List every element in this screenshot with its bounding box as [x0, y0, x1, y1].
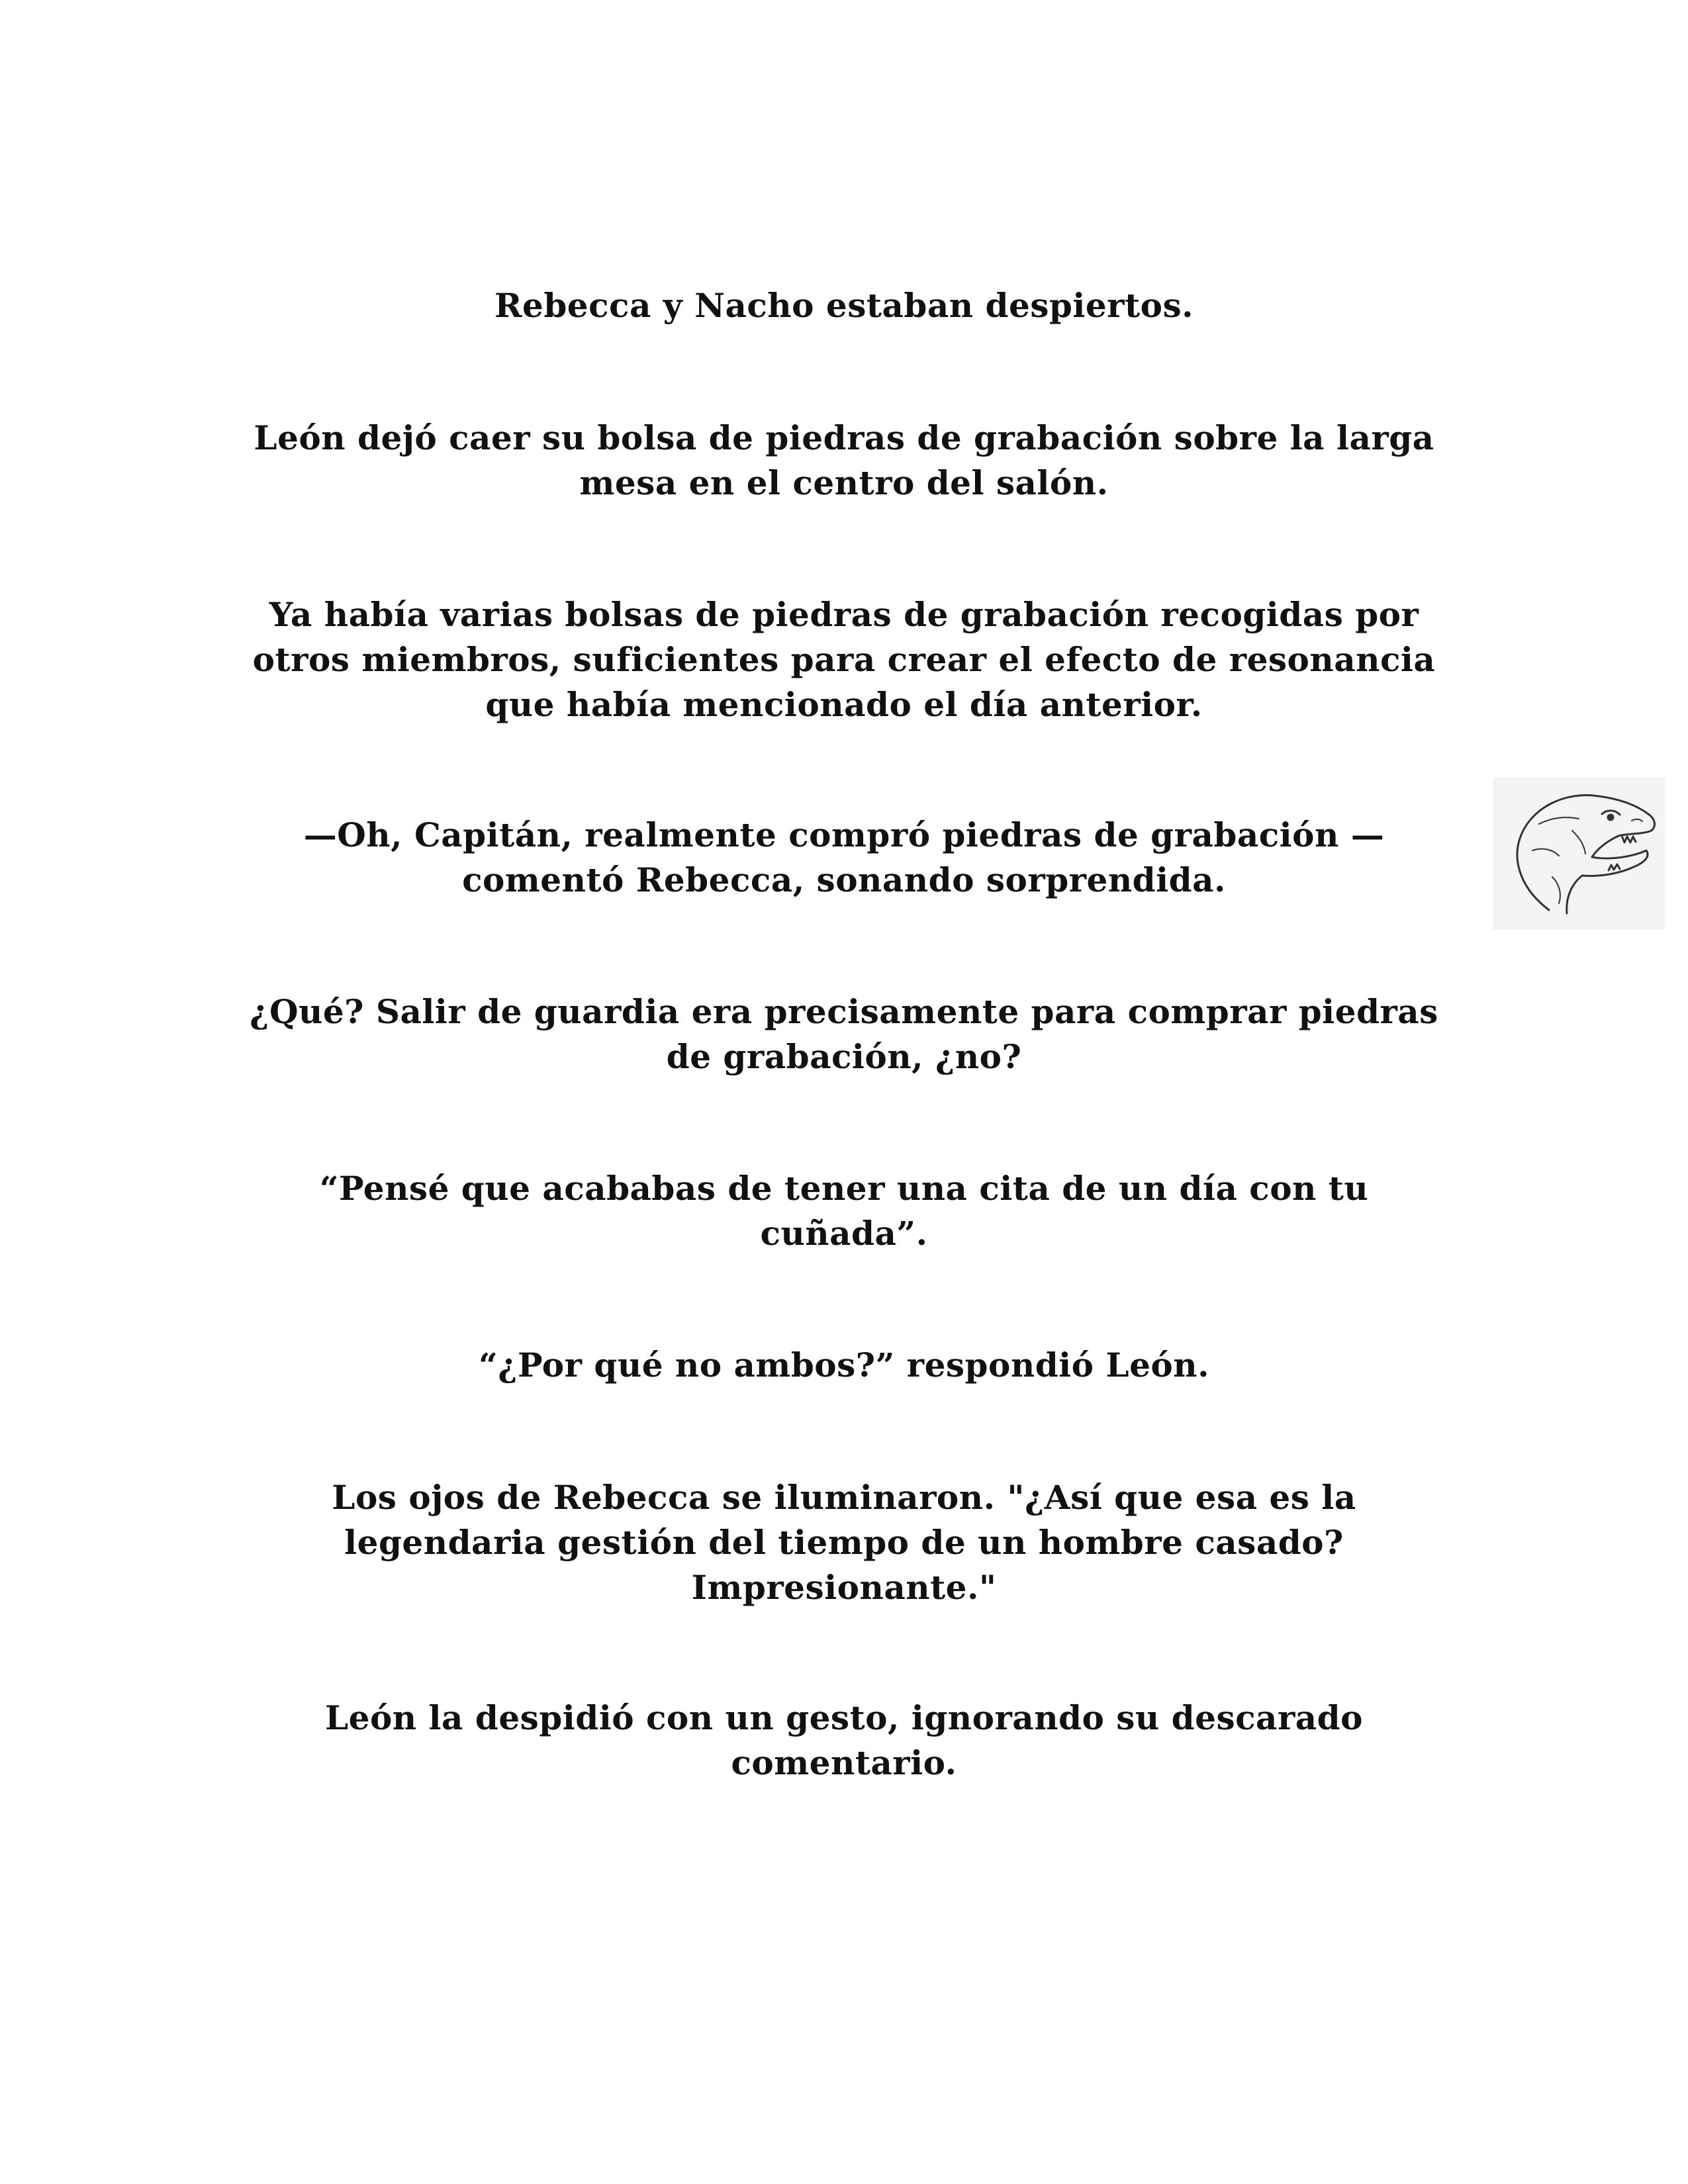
- paragraph-8: [225, 1475, 1463, 1610]
- paragraph-line: comentario.: [731, 1743, 957, 1782]
- paragraph-line: León dejó caer su bolsa de piedras de grabación sobre la larga: [254, 418, 1434, 457]
- paragraph-line: otros miembros, suficientes para crear el efecto de resonancia: [252, 640, 1436, 679]
- paragraph-line: Los ojos de Rebecca se iluminaron. "¿Así que esa es la: [332, 1478, 1356, 1517]
- paragraph-line: ¿Qué? Salir de guardia era precisamente para comprar piedras: [250, 992, 1438, 1031]
- paragraph-line: Ya había varias bolsas de piedras de grabación recogidas por: [269, 595, 1419, 634]
- paragraph-line: “Pensé que acababas de tener una cita de un día con tu: [319, 1169, 1369, 1208]
- paragraph-line: legendaria gestión del tiempo de un hombre casado?: [344, 1523, 1344, 1562]
- paragraph-line: León la despidió con un gesto, ignorando su descarado: [324, 1698, 1363, 1737]
- paragraph-line: Rebecca y Nacho estaban despiertos.: [494, 286, 1194, 325]
- paragraph-line: Impresionante.": [691, 1568, 997, 1607]
- paragraph-3: [225, 592, 1463, 727]
- dinosaur-head-icon: [1493, 778, 1665, 930]
- paragraph-line: —Oh, Capitán, realmente compró piedras de grabación —: [303, 815, 1385, 854]
- paragraph-7: [225, 1343, 1463, 1388]
- paragraph-4: [225, 813, 1463, 903]
- paragraph-line: “¿Por qué no ambos?” respondió León.: [478, 1345, 1210, 1385]
- paragraph-line: comentó Rebecca, sonando sorprendida.: [462, 860, 1226, 899]
- paragraph-2: [225, 416, 1463, 506]
- paragraph-line: que había mencionado el día anterior.: [485, 685, 1203, 724]
- paragraph-5: [225, 989, 1463, 1079]
- paragraph-line: de grabación, ¿no?: [666, 1037, 1022, 1076]
- paragraph-6: [225, 1166, 1463, 1256]
- paragraph-line: mesa en el centro del salón.: [579, 463, 1109, 502]
- paragraph-9: [225, 1696, 1463, 1786]
- paragraph-line: cuñada”.: [760, 1214, 928, 1253]
- paragraph-1: [225, 283, 1463, 328]
